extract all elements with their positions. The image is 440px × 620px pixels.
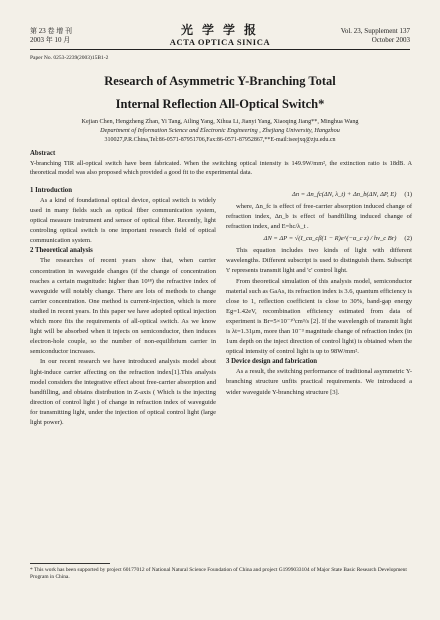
equation-2-body: ΔN = ΔP = √(I_cα_cβ(1 − R)e^(−α_c z) / hν_c Br)	[263, 235, 397, 243]
header-rule	[30, 49, 410, 50]
section-2-paragraph-2: In our recent research we have introduced analysis model about light-induce carrier affecting on the refraction index[1].This analysis model considers the integrative effect about free-carrier absorption and bandfilling, and obtains distribution in Z-axis ( Which is the injecting direction of control light ) of change in refraction index of waveguide for transmitting light, under the injection of optical control light (large light power).	[30, 358, 216, 426]
journal-title-cn: 光 学 学 报	[180, 23, 259, 37]
equation-2	[226, 232, 412, 246]
footnote-rule	[30, 563, 110, 564]
equation-2-number: (2)	[404, 235, 412, 243]
journal-title-en: ACTA OPTICA SINICA	[169, 37, 271, 47]
author-list: Kejian Chen, Hengzheng Zhan, Yi Tang, Ailing Yang, Xihua Li, Jianyi Yang, Xiaoqing Jiang**, Minghua Wang	[81, 118, 359, 125]
section-2-paragraph-1: The researches of recent years show that, when carrier concentration in waveguide changes (if the change of concentration reaches a certain magnitude: higher than 10¹⁸) the refractive index of waveguide will notably change. There are lots of methods to change carrier concentration. One method is current-injection, which is more studied in recent years. In this paper we have adopted optical injection which more fits the requirements of all-optical switch. As we know light will be absorbed when it injects on semiconductor, then induces electron-hole couple, so the number of non-equilibrium carrier in semiconductor increases.	[30, 257, 216, 356]
left-column	[30, 186, 216, 428]
abstract-heading: Abstract	[30, 150, 56, 157]
volume-en: Vol. 23, Supplement 137	[340, 27, 410, 35]
paper-number: Paper No. 0253-2239(2003)15B1-2	[30, 55, 109, 61]
simulation-paragraph: From theoretical simulation of this analysis model, semiconductor material such as GaAs, its refraction index is 3.6, quantum efficiency is close to 1, reflection coefficient is close to 30%, band-gap energy Eg=1.42eV, recombination efficiency estimated from data of experiment is Br=5×10⁻¹⁰cm³/s [2]. If the wavelength of transmit light is λt=1.31μm, more than 10⁻³ magnitude change of refraction index (in 1um depth on the inject direction of control light) is obtained when the optical intensity of control light is up to 98W/mm².	[226, 277, 412, 356]
equation-1	[226, 188, 412, 202]
paper-title	[0, 70, 440, 116]
equation-explanation-paragraph: This equation includes two kinds of light with different wavelengths. Different subscript is used to distinguish them. Subscript 't' represents transmit light and 'c' control light.	[226, 247, 412, 275]
title-line-1: Research of Asymmetric Y-Branching Total	[104, 74, 336, 88]
title-line-2: Internal Reflection All-Optical Switch*	[115, 97, 325, 111]
section-3-heading: 3 Device design and fabrication	[226, 358, 318, 366]
volume-cn: 第 23 卷 增 刊	[30, 27, 72, 35]
section-3-paragraph: As a result, the switching performance of traditional asymmetric Y-branching structure unfits practical requirements. We introduced a wider waveguide Y-branching structure [3].	[226, 368, 412, 396]
where-paragraph: where, Δn_fc is effect of free-carrier absorption induced change of refraction index, Δn_b is effect of bandfilling induced change of refraction index, and E=hc/λ_t .	[226, 203, 412, 231]
date-en: October 2003	[371, 36, 410, 44]
header-right	[341, 27, 410, 45]
equation-1-body: Δn = Δn_fc(ΔN, λ_t) + Δn_b(ΔN, ΔP, E)	[292, 191, 397, 198]
section-1-paragraph: As a kind of foundational optical device, optical switch is widely used in many fields such as optical fiber communication system, optical measure instrument and sensor of optical fiber. Recently, light controling optical switch is one important research field of optical communication system.	[30, 197, 216, 245]
affiliation: Department of Information Science and Electronic Engineering , Zhejiang University, Hangzhou	[100, 127, 340, 134]
date-cn: 2003 年 10 月	[30, 36, 71, 44]
right-column	[226, 188, 412, 398]
equation-1-number: (1)	[404, 191, 412, 198]
abstract-text: Y-branching TIR all-optical switch have been fabricated. When the switching optical intensity is 149.9W/mm², the extinction ratio is 18dB. A theoretical model was also proposed which provided a good fit to the experimental data.	[30, 160, 412, 176]
affiliation-contact: 310027,P.R.China,Tel:86-0571-87951706,Fax:86-0571-87952867,**E-mail:iseejxq@zju.edu.cn	[104, 136, 336, 143]
section-1-heading: 1 Introduction	[30, 187, 72, 194]
section-2-heading: 2 Theoretical analysis	[30, 247, 93, 255]
footnote: * This work has been supported by project 60177012 of National Natural Science Foundation of China and project G1999033104 of Major State Basic Research Development Program in China.	[30, 567, 407, 580]
